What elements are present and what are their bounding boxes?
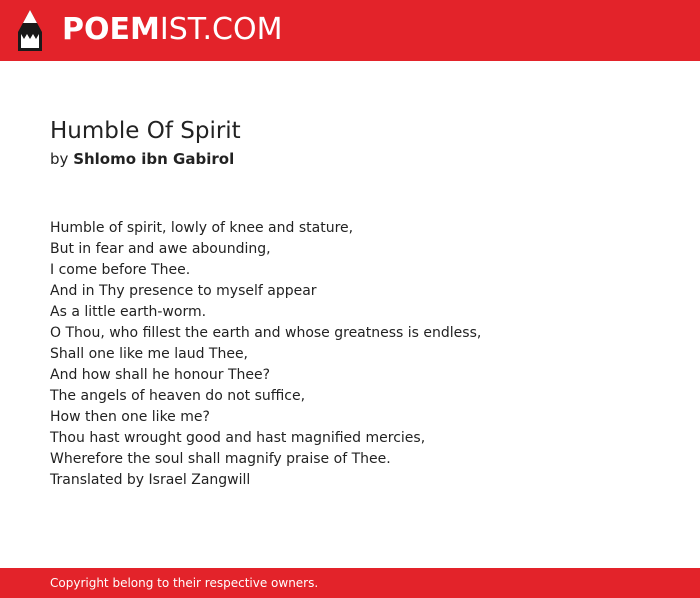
by-label: by bbox=[50, 150, 69, 168]
poem-line: But in fear and awe abounding, bbox=[50, 241, 271, 257]
poem-line: And in Thy presence to myself appear bbox=[50, 283, 317, 299]
poem-line: As a little earth-worm. bbox=[50, 304, 207, 320]
poem-title: Humble Of Spirit bbox=[50, 118, 241, 144]
poem-body bbox=[50, 218, 481, 491]
pencil-tip-icon[interactable] bbox=[18, 10, 42, 51]
poem-line: The angels of heaven do not suffice, bbox=[50, 388, 306, 404]
poem-line: And how shall he honour Thee? bbox=[50, 367, 271, 383]
translator-credit: Translated by Israel Zangwill bbox=[50, 472, 251, 488]
poem-line: How then one like me? bbox=[50, 409, 210, 425]
poem-line: Humble of spirit, lowly of knee and stature, bbox=[50, 220, 354, 236]
poem-line: Thou hast wrought good and hast magnified mercies, bbox=[50, 430, 426, 446]
poem-author: Shlomo ibn Gabirol bbox=[73, 150, 235, 168]
poem-line: O Thou, who fillest the earth and whose greatness is endless, bbox=[50, 325, 482, 341]
poem-line: Wherefore the soul shall magnify praise of Thee. bbox=[50, 451, 391, 467]
poem-byline bbox=[50, 148, 234, 170]
poem-line: Shall one like me laud Thee, bbox=[50, 346, 249, 362]
site-footer bbox=[0, 568, 700, 598]
poem-line: I come before Thee. bbox=[50, 262, 191, 278]
logo-text-light: IST.COM bbox=[159, 12, 283, 47]
site-logo[interactable] bbox=[62, 12, 282, 48]
logo-text-bold: POEM bbox=[62, 12, 160, 47]
site-header bbox=[0, 0, 700, 61]
copyright-notice: Copyright belong to their respective owners. bbox=[50, 576, 319, 590]
